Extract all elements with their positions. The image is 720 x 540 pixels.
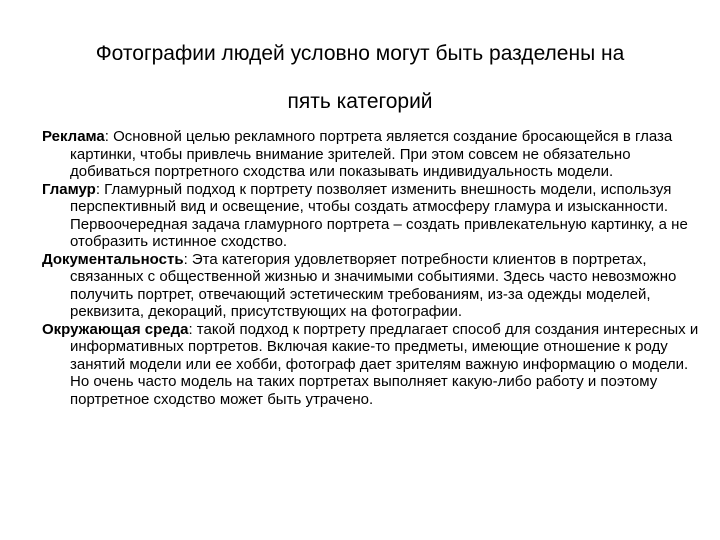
text-reklama: : Основной целью рекламного портрета является создание бросающейся в глаза картинки, чтобы привлечь внимание зрителей. При этом совсем не обязательно добиваться портретного сходства или показывать индивидуальность модели. xyxy=(70,128,673,180)
slide-body xyxy=(42,128,702,408)
paragraph-dokumentalnost xyxy=(42,251,702,321)
paragraph-okruzhayushchaya-sreda xyxy=(42,321,702,409)
term-okruzhayushchaya-sreda: Окружающая среда xyxy=(42,320,189,338)
text-okruzhayushchaya-sreda: : такой подход к портрету предлагает способ для создания интересных и информативных портретов. Включая какие-то предметы, имеющие отношение к роду занятий модели или ее хобби, фотограф дает зрителям важную информацию о модели. Но очень часто модель на таких портретах выполняет какую-либо работу и поэтому портретное сходство может быть утрачено. xyxy=(70,320,699,408)
term-reklama: Реклама xyxy=(42,128,105,145)
slide-title xyxy=(20,30,700,126)
paragraph-glamur xyxy=(42,181,702,251)
text-dokumentalnost: : Эта категория удовлетворяет потребности клиентов в портретах, связанных с общественной жизнью и значимыми событиями. Здесь часто невозможно получить портрет, отвечающий эстетическим требованиям, из-за одежды моделей, реквизита, декораций, присутствующих на фотографии. xyxy=(70,250,677,320)
slide-title-line-2: пять категорий xyxy=(287,90,433,113)
text-glamur: : Гламурный подход к портрету позволяет изменить внешность модели, используя перспективный вид и освещение, чтобы создать атмосферу гламура и изысканности. Первоочередная задача гламурного портрета – создать привлекательную картинку, а не отобразить истинное сходство. xyxy=(70,180,688,250)
slide-title-line-1: Фотографии людей условно могут быть разделены на xyxy=(95,42,625,65)
term-glamur: Гламур xyxy=(42,180,96,198)
paragraph-reklama xyxy=(42,128,702,181)
term-dokumentalnost: Документальность xyxy=(42,250,184,268)
